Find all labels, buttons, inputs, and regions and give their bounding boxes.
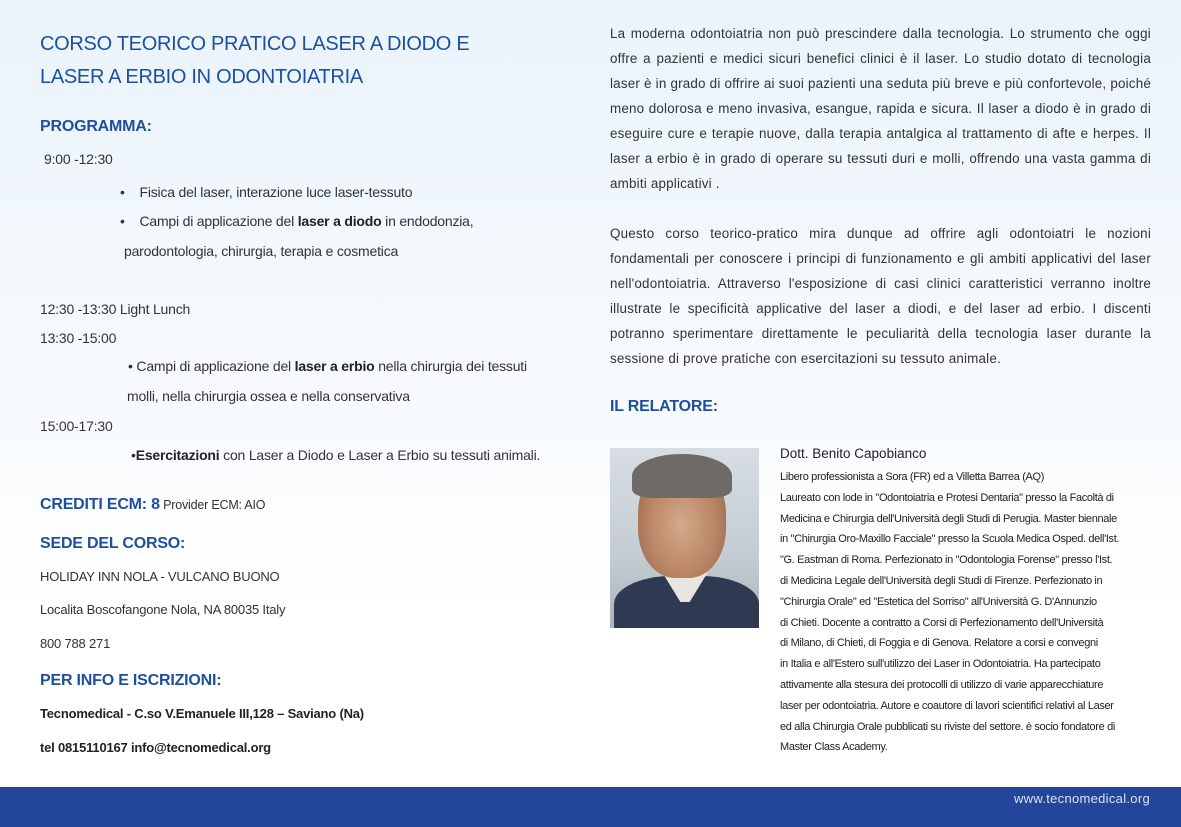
crediti-heading: CREDITI ECM: 8 xyxy=(40,496,160,513)
info-address: Tecnomedical - C.so V.Emanuele III,128 – Saviano (Na) xyxy=(40,706,364,721)
sede-line-2: Localita Boscofangone Nola, NA 80035 Italy xyxy=(40,602,286,617)
page-title xyxy=(40,28,480,94)
bio-line: in Italia e all'Estero sull'utilizzo dei Laser in Odontoiatria. Ha partecipato xyxy=(780,658,1101,671)
slot2-bullet-cont: molli, nella chirurgia ossea e nella conservativa xyxy=(127,388,410,404)
lunch-slot: 12:30 -13:30 Light Lunch xyxy=(40,301,191,317)
bio-line: Libero professionista a Sora (FR) ed a Villetta Barrea (AQ) xyxy=(780,471,1045,483)
info-contacts: tel 0815110167 info@tecnomedical.org xyxy=(40,740,271,755)
title-line-1: CORSO TEORICO PRATICO LASER A DIODO E xyxy=(40,33,470,55)
slot3-bullet: •Esercitazioni con Laser a Diodo e Laser a Erbio su tessuti animali. xyxy=(131,447,541,463)
speaker-name: Dott. Benito Capobianco xyxy=(780,446,927,461)
bio-line: ed alla Chirurgia Orale pubblicati su riviste del settore. è socio fondatore di xyxy=(780,720,1115,733)
bio-line: in "Chirurgia Oro-Maxillo Facciale" presso la Scuola Medica Osped. dell'Ist. xyxy=(780,533,1120,546)
speaker-bio xyxy=(780,467,1150,758)
speaker-photo xyxy=(610,448,759,628)
sede-line-1: HOLIDAY INN NOLA - VULCANO BUONO xyxy=(40,569,280,584)
bullet-icon: • xyxy=(128,358,133,374)
bio-line: "Chirurgia Orale" ed "Estetica del Sorriso" all'Università G. D'Annunzio xyxy=(780,595,1097,608)
info-heading: PER INFO E ISCRIZIONI: xyxy=(40,672,222,689)
slot1-time: 9:00 -12:30 xyxy=(44,151,113,167)
bio-line: Laureato con lode in "Odontoiatria e Protesi Dentaria" presso la Facoltà di xyxy=(780,491,1114,504)
crediti-provider: Provider ECM: AIO xyxy=(159,498,266,512)
bio-line: attivamente alla stesura dei protocolli di utilizzo di varie apparecchiature xyxy=(780,678,1104,691)
bullet-icon: • xyxy=(120,184,125,200)
bio-line: "G. Eastman di Roma. Perfezionato in "Odontologia Forense" presso l'Ist. xyxy=(780,554,1113,567)
bio-line: di Milano, di Chieti, di Foggia e di Genova. Relatore a corsi e convegni xyxy=(780,637,1098,650)
bullet-icon: • xyxy=(131,447,136,463)
intro-paragraph-1: La moderna odontoiatria non può prescindere dalla tecnologia. Lo strumento che oggi offre a pazienti e medici sicuri benefici clinici è il laser. Lo studio dotato di tecnologia laser è in grado di offrire ai suoi pazienti una seduta più breve e più confortevole, poiché meno dolorosa e meno invasiva, esangue, rapida e sicura. Il laser a diodo è in grado di eseguire cure e terapie nuove, dalla terapia antalgica al trattamento di afte e herpes. Il laser a erbio è in grado di operare su tessuti duri e molli, offrendo una vasta gamma di ambiti applicativi . xyxy=(610,26,1151,191)
bio-line: di Medicina Legale dell'Università degli Studi di Firenze. Perfezionato in xyxy=(780,574,1103,587)
footer-bar xyxy=(0,787,1181,827)
bullet-icon: • xyxy=(120,213,125,229)
slot1-bullet-2: • Campi di applicazione del laser a diodo in endodonzia, xyxy=(120,213,474,229)
slot1-bullet-2-cont: parodontologia, chirurgia, terapia e cosmetica xyxy=(124,243,399,259)
relatore-heading: IL RELATORE: xyxy=(610,398,718,415)
bio-line: Medicina e Chirurgia dell'Università degli Studi di Perugia. Master biennale xyxy=(780,512,1117,525)
programma-heading: PROGRAMMA: xyxy=(40,118,152,135)
sede-heading: SEDE DEL CORSO: xyxy=(40,535,186,552)
slot2-time: 13:30 -15:00 xyxy=(40,330,117,346)
footer-website-link[interactable]: www.tecnomedical.org xyxy=(1013,791,1150,806)
intro-paragraph-2: Questo corso teorico-pratico mira dunque ad offrire agli odontoiatri le nozioni fondamentali per conoscere i principi di funzionamento e gli ambiti applicativi del laser nell'odontoiatria. Attraverso l'esposizione di casi clinici caratteristici verranno inoltre illustrate le specificità applicative del laser a diodi, e del laser ad erbio. I discenti potranno sperimentare direttamente le peculiarità della tecnologia laser durante la sessione di prove pratiche con esercitazioni su tessuto animale. xyxy=(610,226,1151,366)
slot3-time: 15:00-17:30 xyxy=(40,418,113,434)
title-line-2: LASER A ERBIO IN ODONTOIATRIA xyxy=(40,66,363,88)
bio-line: laser per odontoiatria. Autore e coautore di lavori scientifici relativi al Laser xyxy=(780,699,1114,712)
slot1-bullet-1: • Fisica del laser, interazione luce laser-tessuto xyxy=(120,184,413,200)
slot2-bullet: • Campi di applicazione del laser a erbio nella chirurgia dei tessuti xyxy=(128,358,527,374)
crediti-ecm xyxy=(40,496,265,514)
bio-line: Master Class Academy. xyxy=(780,741,888,754)
bio-line: di Chieti. Docente a contratto a Corsi di Perfezionamento dell'Università xyxy=(780,616,1104,629)
sede-phone: 800 788 271 xyxy=(40,636,111,651)
